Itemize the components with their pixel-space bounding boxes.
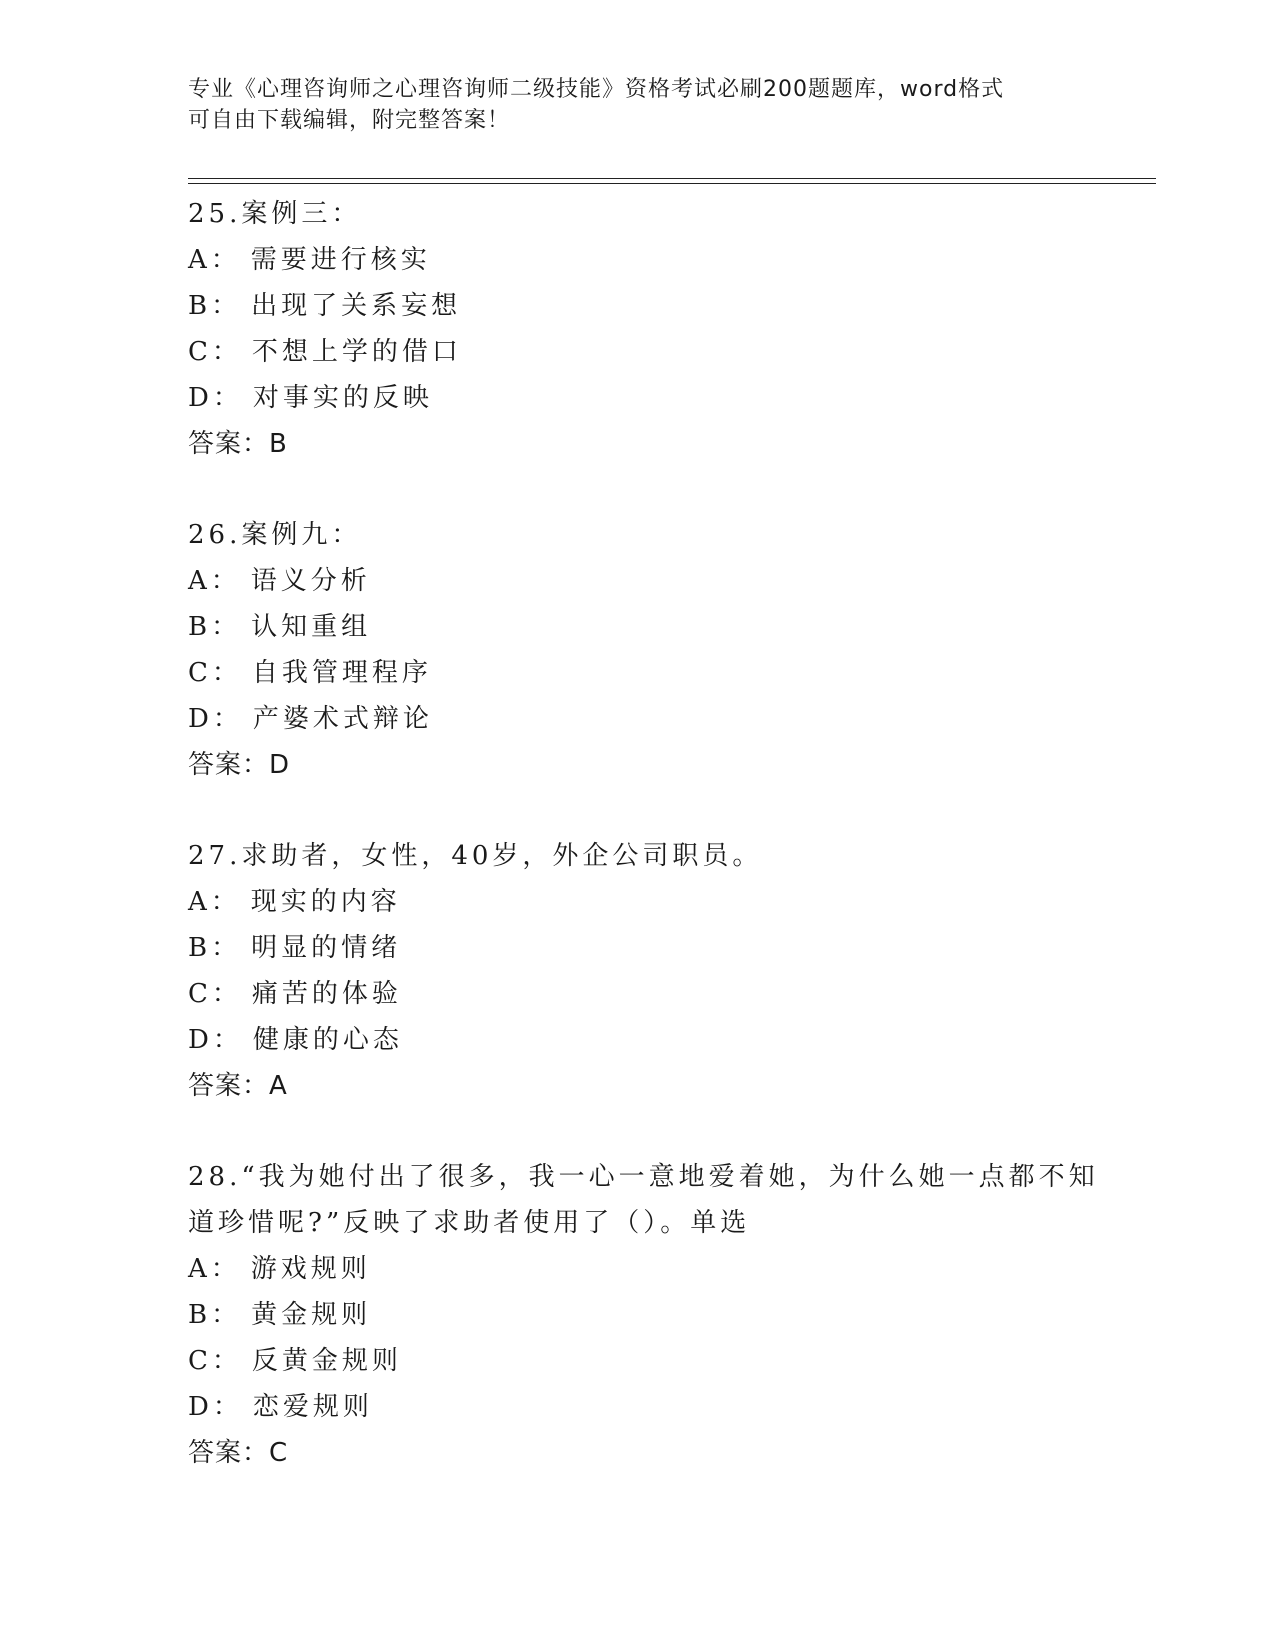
option-d xyxy=(188,1384,1108,1430)
option-key: A： xyxy=(188,1254,241,1284)
option-key: A： xyxy=(188,887,241,917)
option-d xyxy=(188,375,1108,421)
option-key: C： xyxy=(188,979,242,1009)
option-key: B： xyxy=(188,291,242,321)
option-a xyxy=(188,1246,1108,1292)
option-text: 自我管理程序 xyxy=(251,658,432,688)
question-stem: 28.“我为她付出了很多，我一心一意地爱着她，为什么她一点都不知 xyxy=(188,1162,1099,1192)
option-text: 反黄金规则 xyxy=(251,1346,402,1376)
option-text: 认知重组 xyxy=(251,612,372,642)
option-d xyxy=(188,1017,1108,1063)
option-d xyxy=(188,696,1108,742)
option-key: D： xyxy=(188,383,243,413)
option-text: 不想上学的借口 xyxy=(251,337,462,367)
option-a xyxy=(188,879,1108,925)
question-27 xyxy=(188,833,1108,1109)
option-key: C： xyxy=(188,1346,242,1376)
option-text: 现实的内容 xyxy=(250,887,401,917)
document-header xyxy=(188,74,1088,136)
question-26 xyxy=(188,512,1108,788)
option-b xyxy=(188,1292,1108,1338)
option-key: B： xyxy=(188,933,242,963)
question-stem-continued: 道珍惜呢?”反映了求助者使用了（）。单选 xyxy=(188,1208,751,1238)
option-c xyxy=(188,1338,1108,1384)
option-a xyxy=(188,237,1108,283)
option-text: 出现了关系妄想 xyxy=(251,291,462,321)
question-stem: 26.案例九： xyxy=(188,520,362,550)
option-a xyxy=(188,558,1108,604)
header-line-2: 可自由下载编辑，附完整答案！ xyxy=(188,108,511,133)
question-stem: 27.求助者，女性，40岁，外企公司职员。 xyxy=(188,841,763,871)
option-b xyxy=(188,604,1108,650)
option-text: 需要进行核实 xyxy=(250,245,431,275)
option-c xyxy=(188,971,1108,1017)
option-text: 健康的心态 xyxy=(252,1025,403,1055)
option-key: B： xyxy=(188,1300,242,1330)
question-25 xyxy=(188,191,1108,467)
option-text: 痛苦的体验 xyxy=(251,979,402,1009)
answer-label: 答案：C xyxy=(188,1438,289,1468)
answer-label: 答案：A xyxy=(188,1071,288,1101)
option-text: 游戏规则 xyxy=(250,1254,371,1284)
question-stem: 25.案例三： xyxy=(188,199,362,229)
option-b xyxy=(188,925,1108,971)
option-text: 对事实的反映 xyxy=(252,383,433,413)
option-key: B： xyxy=(188,612,242,642)
option-text: 明显的情绪 xyxy=(251,933,402,963)
option-b xyxy=(188,283,1108,329)
option-c xyxy=(188,329,1108,375)
option-key: D： xyxy=(188,1025,243,1055)
question-28 xyxy=(188,1154,1108,1476)
option-key: D： xyxy=(188,1392,243,1422)
answer-label: 答案：D xyxy=(188,750,291,780)
option-key: C： xyxy=(188,658,242,688)
answer-label: 答案：B xyxy=(188,429,288,459)
option-c xyxy=(188,650,1108,696)
option-key: C： xyxy=(188,337,242,367)
option-key: D： xyxy=(188,704,243,734)
option-text: 语义分析 xyxy=(250,566,371,596)
option-text: 黄金规则 xyxy=(251,1300,372,1330)
option-key: A： xyxy=(188,245,241,275)
option-key: A： xyxy=(188,566,241,596)
option-text: 恋爱规则 xyxy=(252,1392,373,1422)
header-divider xyxy=(188,178,1156,184)
header-line-1: 专业《心理咨询师之心理咨询师二级技能》资格考试必刷200题题库，word格式 xyxy=(188,77,1005,102)
option-text: 产婆术式辩论 xyxy=(252,704,433,734)
